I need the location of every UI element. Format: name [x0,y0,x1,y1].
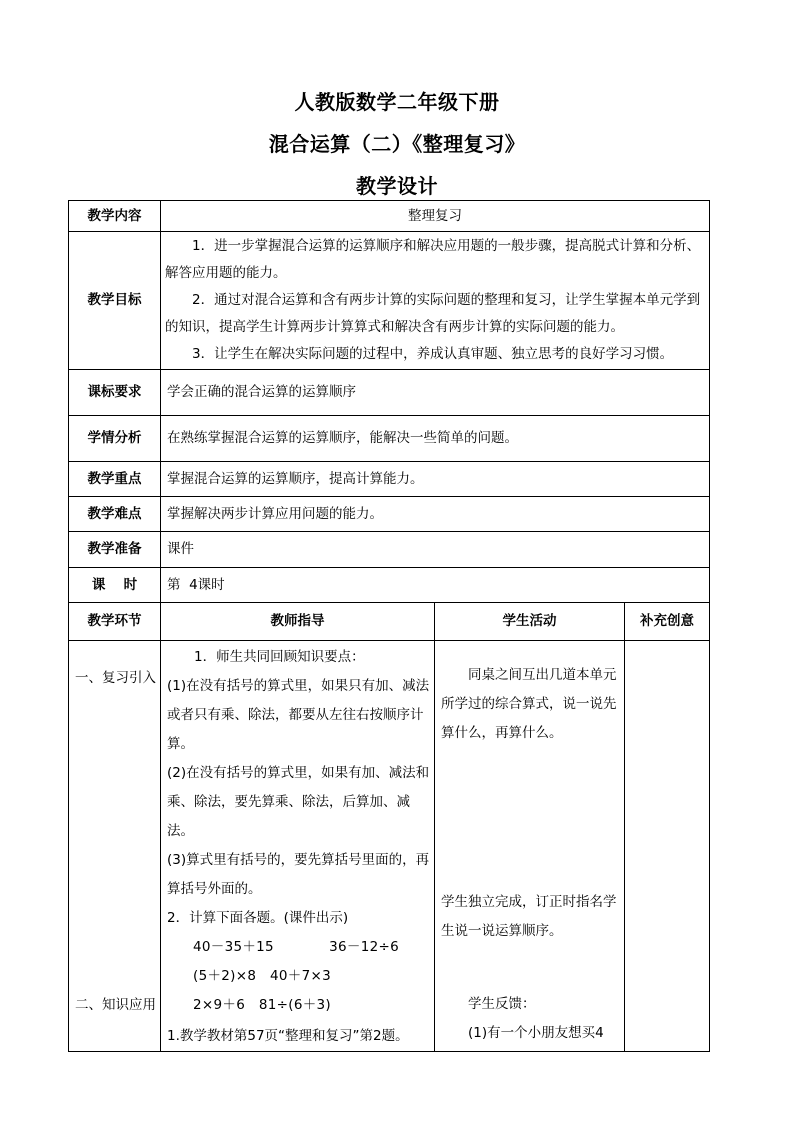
stage-review: 一、复习引入 [75,670,156,686]
row-prep [69,532,710,568]
row-standard [69,370,710,416]
value-standard: 学会正确的混合运算的运算顺序 [161,370,710,416]
teacher-line: (1)在没有括号的算式里，如果只有加、减法或者只有乘、除法，都要从左往右按顺序计算。 [167,678,430,752]
row-goals [69,232,710,370]
teacher-line: 1.教学教材第57页“整理和复习”第2题。 [167,1028,409,1044]
label-difficulty: 教学难点 [69,497,161,532]
label-standard: 课标要求 [69,370,161,416]
value-difficulty: 掌握解决两步计算应用问题的能力。 [161,497,710,532]
doc-subtitle: 混合运算（二）《整理复习》 [268,132,526,156]
equation-line: 2×9＋6 81÷(6＋3) [193,997,331,1013]
stage-application: 二、知识应用 [75,997,156,1013]
label-content: 教学内容 [69,201,161,232]
row-difficulty [69,497,710,532]
student-line: 学生独立完成，订正时指名学生说一说运算顺序。 [441,894,617,939]
label-period: 课 时 [69,568,161,603]
teacher-line: 2．计算下面各题。(课件出示) [167,910,349,926]
equation-line: (5＋2)×8 40＋7×3 [193,968,331,984]
label-goals: 教学目标 [69,232,161,370]
row-key [69,462,710,497]
value-key: 掌握混合运算的运算顺序，提高计算能力。 [161,462,710,497]
header-student: 学生活动 [435,603,625,641]
extra-ideas-cell [625,641,710,1052]
student-line: 学生反馈： [468,996,536,1012]
doc-heading: 教学设计 [356,174,438,198]
doc-title: 人教版数学二年级下册 [294,90,500,114]
student-line: 同桌之间互出几道本单元所学过的综合算式，说一说先算什么，再算什么。 [441,667,617,741]
value-prep: 课件 [161,532,710,568]
process-body-row [69,641,710,1052]
goal-item-3: 3．让学生在解决实际问题的过程中，养成认真审题、独立思考的良好学习习惯。 [192,346,674,362]
teacher-line: 1．师生共同回顾知识要点： [194,649,365,665]
row-period [69,568,710,603]
row-analysis [69,416,710,462]
row-content [69,201,710,232]
student-activity [435,641,625,1052]
label-analysis: 学情分析 [69,416,161,462]
student-line: (1)有一个小朋友想买4 [468,1025,604,1041]
stage-column [69,641,161,1052]
teacher-line: (3)算式里有括号的，要先算括号里面的，再算括号外面的。 [167,852,430,897]
goal-item-2: 2．通过对混合运算和含有两步计算的实际问题的整理和复习，让学生掌握本单元学到的知识，提高学生计算两步计算算式和解决含有两步计算的实际问题的能力。 [165,292,701,335]
header-stage: 教学环节 [69,603,161,641]
teacher-line: (2)在没有括号的算式里，如果有加、减法和乘、除法，要先算乘、除法，后算加、减法。 [167,765,430,839]
label-prep: 教学准备 [69,532,161,568]
teacher-guidance [161,641,435,1052]
goal-item-1: 1．进一步掌握混合运算的运算顺序和解决应用题的一般步骤，提高脱式计算和分析、解答应用题的能力。 [165,238,701,281]
header-extra: 补充创意 [625,603,710,641]
value-content: 整理复习 [161,201,710,232]
value-goals [161,232,710,370]
label-key: 教学重点 [69,462,161,497]
header-teacher: 教师指导 [161,603,435,641]
process-header-row [69,603,710,641]
lesson-plan-table [68,200,710,1052]
value-period: 第 4课时 [161,568,710,603]
value-analysis: 在熟练掌握混合运算的运算顺序，能解决一些简单的问题。 [161,416,710,462]
equation-line: 40－35＋15 36－12÷6 [193,939,399,955]
